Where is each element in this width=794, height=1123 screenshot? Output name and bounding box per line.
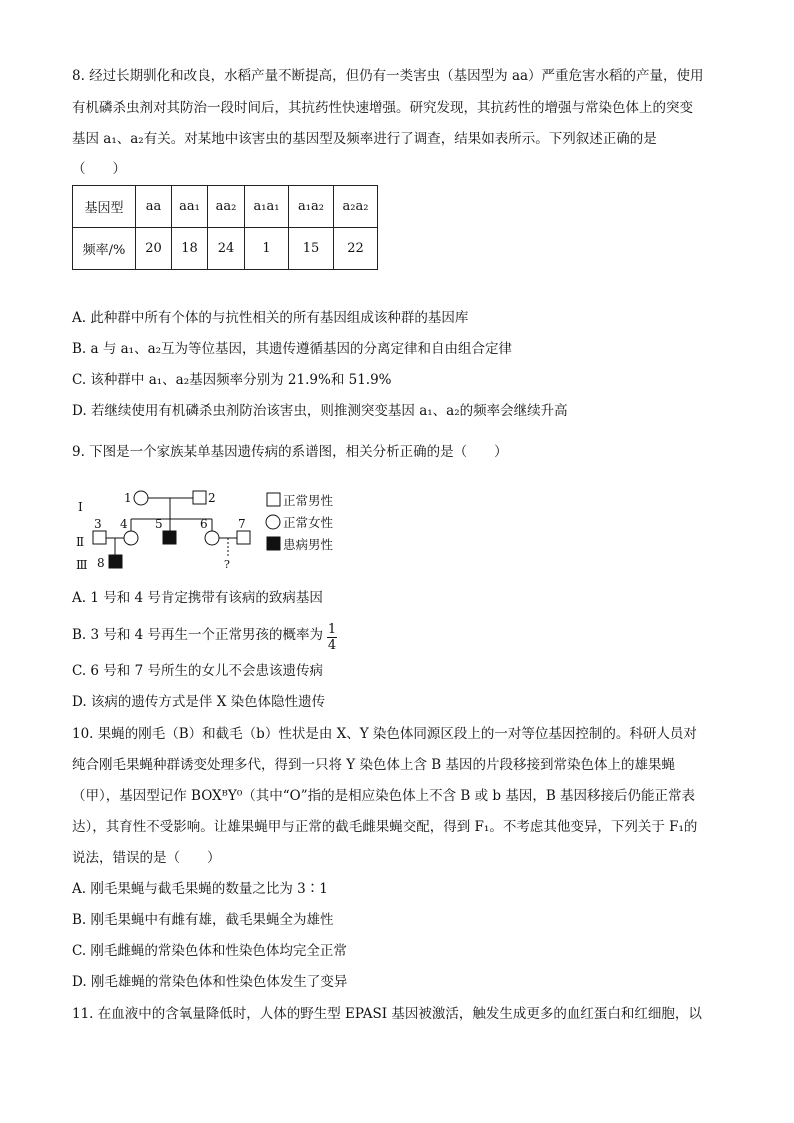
q8-option-a: A. 此种群中所有个体的与抗性相关的所有基因组成该种群的基因库	[72, 310, 469, 326]
generation-label-1: Ⅰ	[78, 500, 83, 514]
q9-option-c: C. 6 号和 7 号所生的女儿不会患该遗传病	[72, 663, 323, 679]
label-4: 4	[120, 517, 128, 531]
table-cell: 24	[208, 228, 245, 270]
legend-normal-female: 正常女性	[283, 515, 334, 530]
q9-stem: 9. 下图是一个家族某单基因遗传病的系谱图，相关分析正确的是（ ）	[72, 444, 508, 460]
q8-answer-blank: （ ）	[72, 161, 126, 177]
q10-option-d: D. 刚毛雄蝇的常染色体和性染色体发生了变异	[72, 974, 348, 990]
q8-option-c: C. 该种群中 a₁、a₂基因频率分别为 21.9%和 51.9%	[72, 372, 392, 388]
label-3: 3	[94, 517, 102, 531]
legend-affected-male-symbol	[267, 537, 280, 550]
label-unknown: ?	[224, 558, 230, 571]
table-row-label: 频率/%	[73, 228, 136, 270]
genotype-frequency-table	[72, 185, 378, 270]
q10-stem-line-5: 说法，错误的是（ ）	[72, 850, 221, 866]
table-row-label: 基因型	[73, 186, 136, 228]
generation-label-2: Ⅱ	[76, 535, 85, 549]
table-cell: 1	[245, 228, 289, 270]
fraction-numerator: 1	[327, 622, 337, 637]
individual-4-female	[124, 531, 138, 545]
table-cell: aa₂	[208, 186, 245, 228]
q8-stem-line-3: 基因 a₁、a₂有关。对某地中该害虫的基因型及频率进行了调查，结果如表所示。下列叙述正确的是	[72, 131, 657, 147]
legend-affected-male: 患病男性	[283, 537, 334, 552]
q10-stem-line-2: 纯合刚毛果蝇种群诱变处理多代，得到一只将 Y 染色体上含 B 基因的片段移接到常染色体上的雄果蝇	[72, 757, 675, 773]
q8-option-b: B. a 与 a₁、a₂互为等位基因，其遗传遵循基因的分离定律和自由组合定律	[72, 341, 513, 357]
q10-stem-line-4: 达），其育性不受影响。让雄果蝇甲与正常的截毛雌果蝇交配，得到 F₁。不考虑其他变异，下列关于 F₁的	[72, 819, 698, 835]
table-cell: a₁a₁	[245, 186, 289, 228]
label-5: 5	[155, 517, 163, 531]
q8-stem-line-1: 8. 经过长期驯化和改良，水稻产量不断提高，但仍有一类害虫（基因型为 aa）严重危害水稻的产量，使用	[72, 68, 704, 84]
q10-stem-line-3: （甲），基因型记作 BOXᴮY⁰（其中“O”指的是相应染色体上不含 B 或 b 基因，B 基因移接后仍能正常表	[72, 788, 696, 804]
individual-7-male	[237, 531, 250, 544]
legend-normal-female-symbol	[266, 515, 280, 529]
q10-option-b: B. 刚毛果蝇中有雌有雄，截毛果蝇全为雄性	[72, 912, 334, 928]
generation-label-3: Ⅲ	[76, 558, 88, 572]
q11-stem-line-1: 11. 在血液中的含氧量降低时，人体的野生型 EPASI 基因被激活，触发生成更多的血红蛋白和红细胞，以	[72, 1006, 702, 1022]
table-cell: 18	[172, 228, 208, 270]
individual-6-female	[205, 531, 219, 545]
label-2: 2	[208, 491, 216, 505]
label-7: 7	[238, 517, 246, 531]
individual-5-affected-male	[163, 531, 176, 544]
q9-option-a: A. 1 号和 4 号肯定携带有该病的致病基因	[72, 590, 323, 606]
individual-1-female	[134, 491, 148, 505]
table-cell: 15	[289, 228, 334, 270]
table-cell: a₂a₂	[334, 186, 378, 228]
table-cell: a₁a₂	[289, 186, 334, 228]
table-cell: aa₁	[172, 186, 208, 228]
q10-stem-line-1: 10. 果蝇的刚毛（B）和截毛（b）性状是由 X、Y 染色体同源区段上的一对等位基因控制的。科研人员对	[72, 726, 697, 742]
q9-option-b: B. 3 号和 4 号再生一个正常男孩的概率为	[72, 627, 324, 643]
fraction-denominator: 4	[327, 638, 337, 653]
table-cell: 20	[136, 228, 172, 270]
q10-option-c: C. 刚毛雌蝇的常染色体和性染色体均完全正常	[72, 943, 347, 959]
probability-fraction	[326, 622, 338, 653]
q9-option-d: D. 该病的遗传方式是伴 X 染色体隐性遗传	[72, 694, 326, 710]
table-row	[73, 186, 378, 228]
label-1: 1	[124, 491, 132, 505]
individual-8-affected-male	[109, 555, 122, 568]
table-cell: 22	[334, 228, 378, 270]
legend-normal-male: 正常男性	[283, 493, 334, 508]
table-row	[73, 228, 378, 270]
q10-option-a: A. 刚毛果蝇与截毛果蝇的数量之比为 3∶1	[72, 881, 328, 897]
table-cell: aa	[136, 186, 172, 228]
label-6: 6	[200, 517, 208, 531]
individual-3-male	[93, 531, 106, 544]
legend-normal-male-symbol	[267, 493, 280, 506]
label-8: 8	[97, 556, 105, 570]
q8-option-d: D. 若继续使用有机磷杀虫剂防治该害虫，则推测突变基因 a₁、a₂的频率会继续升高	[72, 403, 568, 419]
q8-stem-line-2: 有机磷杀虫剂对其防治一段时间后，其抗药性快速增强。研究发现，其抗药性的增强与常染色体上的突变	[72, 100, 693, 116]
individual-2-male	[193, 491, 206, 504]
